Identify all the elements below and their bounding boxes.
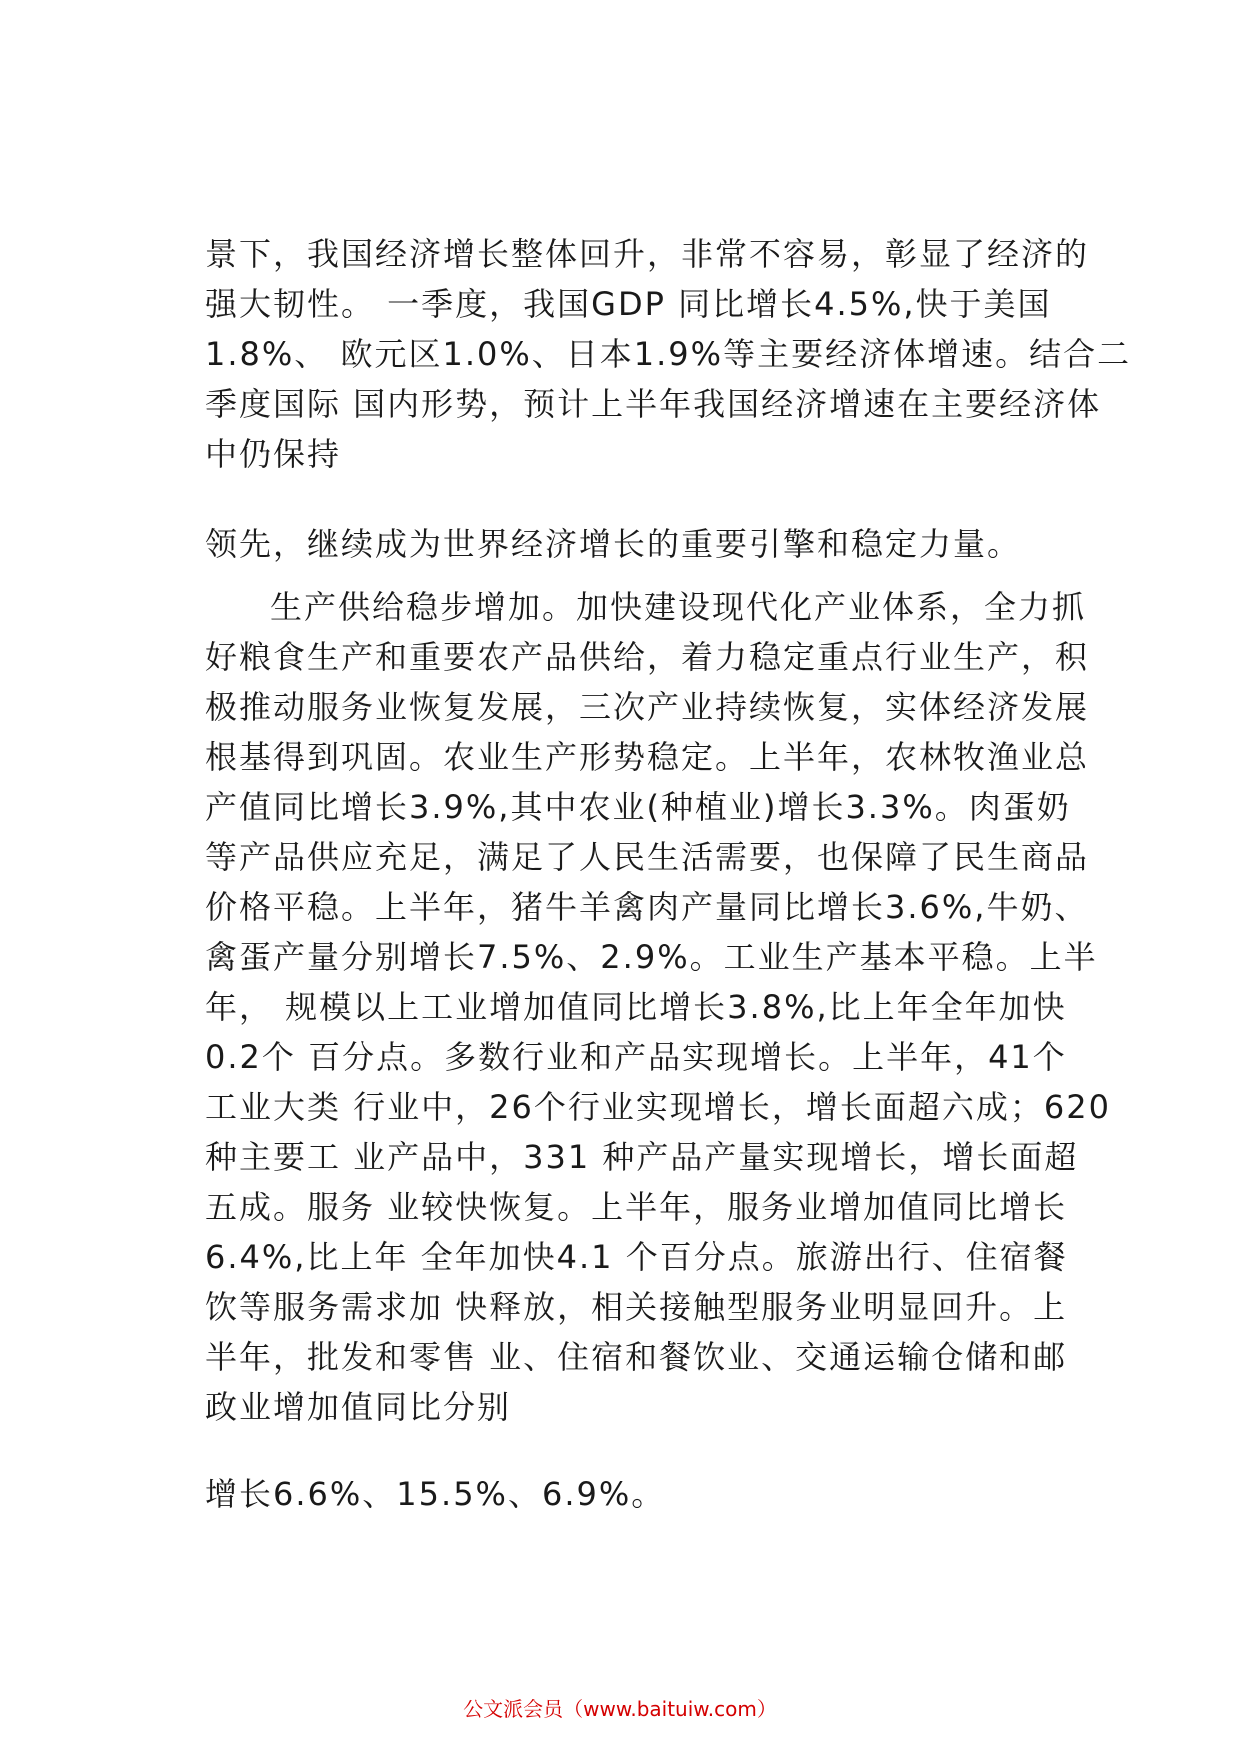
text-line: 中仍保持 — [205, 435, 342, 473]
text-line: 政业增加值同比分别 — [205, 1388, 512, 1426]
text-line: 增长6.6%、15.5%、6.9%。 — [205, 1475, 666, 1513]
text-line: 季度国际 国内形势，预计上半年我国经济增速在主要经济体 — [205, 385, 1102, 423]
text-line: 等产品供应充足，满足了人民生活需要，也保障了民生商品 — [205, 838, 1090, 876]
text-line: 种主要工 业产品中，331 种产品产量实现增长，增长面超 — [205, 1138, 1079, 1176]
text-line: 年， 规模以上工业增加值同比增长3.8%,比上年全年加快 — [205, 988, 1067, 1026]
text-line: 价格平稳。上半年，猪牛羊禽肉产量同比增长3.6%,牛奶、 — [205, 888, 1089, 926]
text-line: 0.2个 百分点。多数行业和产品实现增长。上半年，41个 — [205, 1038, 1067, 1076]
text-line: 禽蛋产量分别增长7.5%、2.9%。工业生产基本平稳。上半 — [205, 938, 1098, 976]
text-line: 6.4%,比上年 全年加快4.1 个百分点。旅游出行、住宿餐 — [205, 1238, 1068, 1276]
text-line: 景下，我国经济增长整体回升，非常不容易，彰显了经济的 — [205, 235, 1090, 273]
text-line: 产值同比增长3.9%,其中农业(种植业)增长3.3%。肉蛋奶 — [205, 788, 1071, 826]
text-line: 半年，批发和零售 业、住宿和餐饮业、交通运输仓储和邮 — [205, 1338, 1068, 1376]
text-line: 五成。服务 业较快恢复。上半年，服务业增加值同比增长 — [205, 1188, 1068, 1226]
text-line: 根基得到巩固。农业生产形势稳定。上半年，农林牧渔业总 — [205, 738, 1090, 776]
text-line: 饮等服务需求加 快释放，相关接触型服务业明显回升。上 — [205, 1288, 1068, 1326]
text-line: 工业大类 行业中，26个行业实现增长，增长面超六成；620 — [205, 1088, 1111, 1126]
footer-watermark: 公文派会员（www.baituiw.com） — [463, 1697, 777, 1721]
paragraph-first-line: 生产供给稳步增加。加快建设现代化产业体系，全力抓 — [270, 588, 1087, 626]
text-line: 好粮食生产和重要农产品供给，着力稳定重点行业生产，积 — [205, 638, 1090, 676]
text-line: 1.8%、 欧元区1.0%、日本1.9%等主要经济体增速。结合二 — [205, 335, 1132, 373]
text-line: 强大韧性。 一季度，我国GDP 同比增长4.5%,快于美国 — [205, 285, 1052, 323]
text-line: 领先，继续成为世界经济增长的重要引擎和稳定力量。 — [205, 525, 1022, 563]
text-line: 极推动服务业恢复发展，三次产业持续恢复，实体经济发展 — [205, 688, 1090, 726]
